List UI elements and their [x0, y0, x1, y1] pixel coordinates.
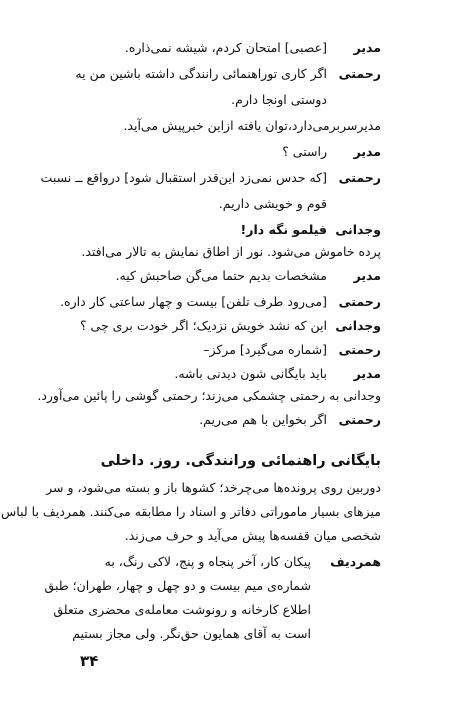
dialogue-line — [71, 88, 381, 114]
dialogue-text: قوم و خویشی داریم. — [218, 196, 327, 211]
speaker-label: رحمتی — [338, 342, 381, 357]
dialogue-line — [71, 36, 381, 62]
dialogue-line — [44, 574, 381, 600]
dialogue-text: اگر بخواین با هم می‌ریم. — [199, 412, 327, 427]
scene-paragraph-line: دوربین روی پرونده‌ها می‌چرخد؛ کشوها باز و بسته می‌شود، و سر — [46, 480, 381, 495]
dialogue-line — [71, 314, 381, 340]
dialogue-text: [می‌رود طرف تلفن] بیست و چهار ساعتی کار داره. — [60, 294, 327, 309]
dialogue-line — [71, 264, 381, 290]
dialogue-text: راستی ؟ — [282, 144, 327, 159]
dialogue-text: باید بایگانی شون دیدنی باشه. — [174, 366, 327, 381]
speaker-label: وجدانی — [335, 318, 381, 333]
dialogue-text: اگر کاری توراهنمائی رانندگی داشته باشین من یه — [75, 66, 327, 81]
dialogue-line — [71, 62, 381, 88]
speaker-label: رحمتی — [338, 170, 381, 185]
page-number: ۳۴ — [80, 652, 99, 670]
dialogue-line — [71, 550, 381, 576]
stage-direction: مدیرسربرمی‌دارد،توان یافته ازاین خبرپیش می‌آید. — [123, 118, 381, 133]
scene-paragraph-line: شخصی میان قفسه‌ها پیش می‌آید و حرف می‌زند. — [124, 528, 381, 543]
dialogue-line — [71, 408, 381, 434]
dialogue-text: [عصبی] امتحان کردم، شیشه نمی‌ذاره. — [124, 40, 327, 55]
dialogue-text: [شماره می‌گیرد] مرکز– — [203, 342, 327, 357]
dialogue-line — [40, 166, 381, 192]
dialogue-line — [53, 598, 381, 624]
speaker-label: رحمتی — [338, 294, 381, 309]
dialogue-line — [60, 290, 381, 316]
dialogue-line — [71, 338, 381, 364]
speaker-label: رحمتی — [338, 412, 381, 427]
dialogue-text: است به آقای همایون حق‌نگر. ولی مجاز بستیم — [72, 626, 311, 641]
dialogue-text: پیکان کار، آخر پنجاه و پنج، لاکی رنگ، به — [104, 554, 311, 569]
stage-direction: وجدانی به رحمتی چشمکی می‌زند؛ رحمتی گوشی را پائین می‌آورد. — [37, 388, 381, 403]
scene-heading: بایگانی راهنمائی ورانندگی. روز. داخلی — [100, 453, 381, 469]
speaker-label: وجدانی — [335, 222, 381, 237]
speaker-label: همردیف — [330, 554, 381, 569]
dialogue-text: فیلمو نگه دار! — [240, 222, 327, 237]
dialogue-text: اطلاع کارخانه و رونوشت معامله‌ی محضری متعلق — [53, 602, 311, 617]
speaker-label: مدیر — [353, 144, 381, 159]
stage-direction: پرده خاموش می‌شود. نور از اطاق نمایش به تالار می‌افتد. — [81, 244, 381, 259]
scene-paragraph-line: میزهای بسیار ماموراتی دفاتر و اسناد را مطابقه می‌کنند. همردیف با لباس — [1, 504, 381, 519]
speaker-label: مدیر — [353, 40, 381, 55]
dialogue-text: مشخصات بدیم حتما می‌گن صاحبش کیه. — [115, 268, 327, 283]
dialogue-text: شماره‌ی میم بیست و دو چهل و چهار، طهران؛ طبق — [44, 578, 311, 593]
speaker-label: رحمتی — [338, 66, 381, 81]
dialogue-line — [71, 622, 381, 648]
dialogue-text: این که نشد خویش نزدیک؛ اگر خودت بری چی ؟ — [79, 318, 327, 333]
dialogue-line — [71, 140, 381, 166]
speaker-label: مدیر — [353, 366, 381, 381]
speaker-label: مدیر — [353, 268, 381, 283]
dialogue-text: دوستی اونجا دارم. — [231, 92, 327, 107]
dialogue-line — [71, 192, 381, 218]
dialogue-text: [که حدس نمی‌زد این‌قدر استقبال شود] درواقع ــ نسبت — [40, 170, 327, 185]
